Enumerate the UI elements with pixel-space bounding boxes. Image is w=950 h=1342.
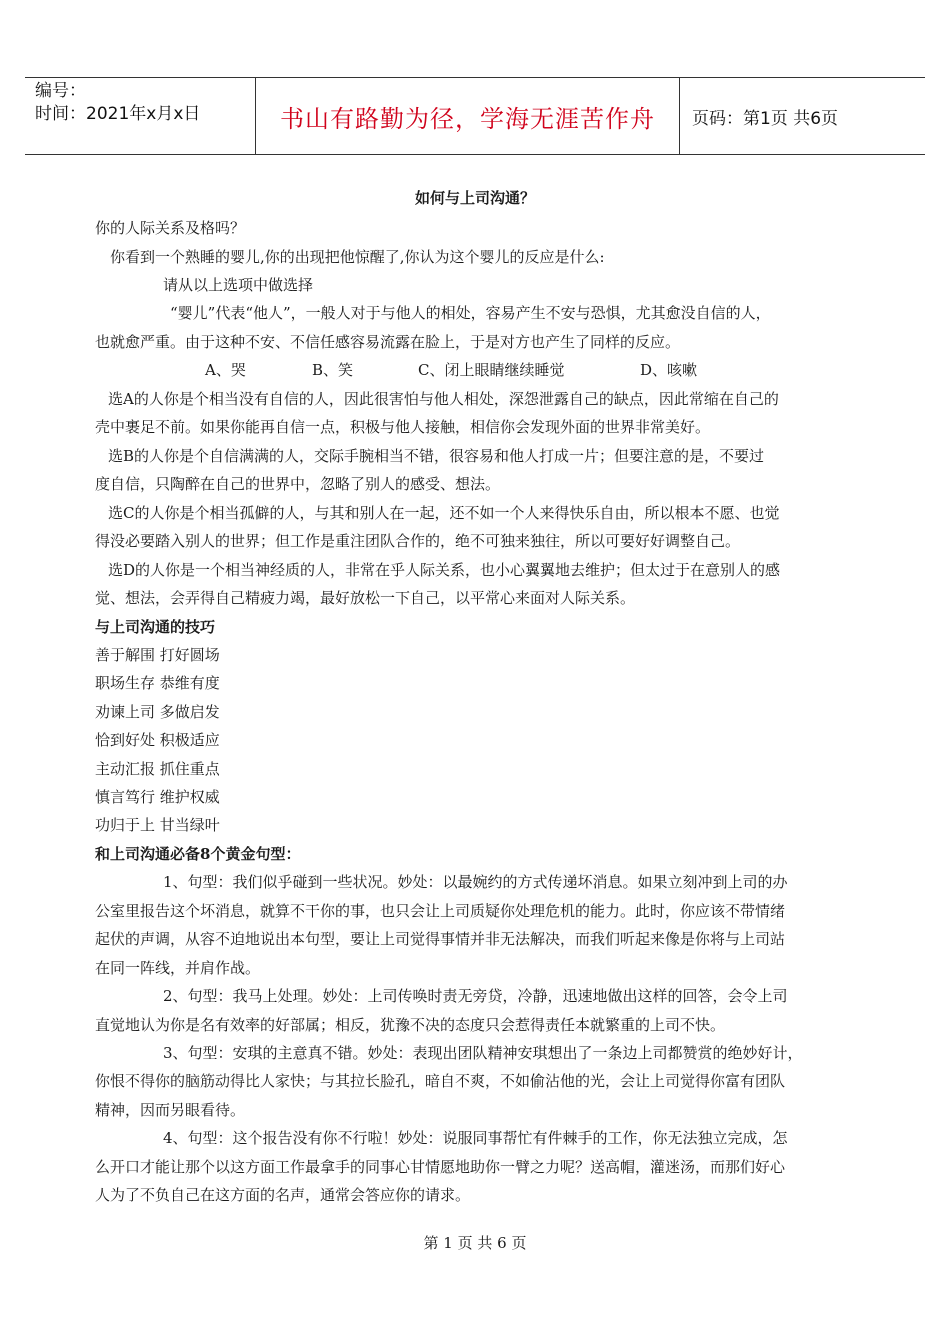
answer-a-line-2: 壳中裹足不前。如果你能再自信一点，积极与他人接触，相信你会发现外面的世界非常美好。 bbox=[95, 418, 711, 436]
p1-line-4: 在同一阵线，并肩作战。 bbox=[95, 959, 261, 977]
page-header bbox=[25, 77, 925, 155]
option-a: A、哭 bbox=[205, 361, 246, 379]
answer-d-line-2: 觉、想法，会弄得自己精疲力竭，最好放松一下自己，以平常心来面对人际关系。 bbox=[95, 589, 636, 607]
option-d: D、咳嗽 bbox=[640, 361, 698, 379]
p2-line-2: 直觉地认为你是名有效率的好部属；相反，犹豫不决的态度只会惹得责任本就繁重的上司不快。 bbox=[95, 1016, 726, 1034]
skill-item: 善于解围 打好圆场 bbox=[95, 646, 220, 664]
p4-line-3: 人为了不负自己在这方面的名声，通常会答应你的请求。 bbox=[95, 1186, 471, 1204]
answer-a-line-1: 选A的人你是个相当没有自信的人，因此很害怕与他人相处，深怨泄露自己的缺点，因此常缩在自己的 bbox=[108, 390, 779, 408]
skill-item: 主动汇报 抓住重点 bbox=[95, 760, 220, 778]
page-footer: 第 1 页 共 6 页 bbox=[423, 1234, 527, 1252]
explain-line-2: 也就愈严重。由于这种不安、不信任感容易流露在脸上，于是对方也产生了同样的反应。 bbox=[95, 333, 681, 351]
answer-d-line-1: 选D的人你是一个相当神经质的人，非常在乎人际关系，也小心翼翼地去维护；但太过于在意别人的感 bbox=[108, 561, 781, 579]
golden-sentences-heading: 和上司沟通必备8个黄金句型： bbox=[95, 845, 301, 863]
skill-item: 恰到好处 积极适应 bbox=[95, 731, 220, 749]
answer-b-line-2: 度自信，只陶醉在自己的世界中，忽略了别人的感受、想法。 bbox=[95, 475, 501, 493]
header-meta bbox=[25, 78, 255, 154]
header-page-info: 页码：第1页 共6页 bbox=[692, 108, 839, 129]
p4-line-1: 4、句型：这个报告没有你不行啦！妙处：说服同事帮忙有件棘手的工作，你无法独立完成，怎 bbox=[163, 1129, 788, 1147]
skill-item: 慎言笃行 维护权威 bbox=[95, 788, 220, 806]
explain-line-1: “婴儿”代表“他人”，一般人对于与他人的相处，容易产生不安与恐惧，尤其愈没自信的人， bbox=[170, 304, 771, 322]
answer-b-line-1: 选B的人你是个自信满满的人，交际手腕相当不错，很容易和他人打成一片；但要注意的是，不要过 bbox=[108, 447, 765, 465]
skill-item: 职场生存 恭维有度 bbox=[95, 674, 220, 692]
p4-line-2: 么开口才能让那个以这方面工作最拿手的同事心甘情愿地助你一臂之力呢？送高帽，灌迷汤，而那们好心 bbox=[95, 1158, 786, 1176]
scenario-text: 你看到一个熟睡的婴儿,你的出现把他惊醒了,你认为这个婴儿的反应是什么: bbox=[110, 248, 605, 266]
document-title: 如何与上司沟通？ bbox=[414, 189, 535, 207]
p2-line-1: 2、句型：我马上处理。妙处：上司传唤时责无旁贷，冷静，迅速地做出这样的回答，会令上司 bbox=[163, 987, 788, 1005]
number-label: 编号： bbox=[35, 81, 86, 101]
p3-line-2: 你恨不得你的脑筋动得比人家快；与其拉长脸孔，暗自不爽，不如偷沾他的光，会让上司觉得你富有团队 bbox=[95, 1072, 786, 1090]
option-b: B、笑 bbox=[312, 361, 354, 379]
skill-item: 劝谏上司 多做启发 bbox=[95, 703, 220, 721]
time-label: 时间：2021年x月x日 bbox=[35, 104, 201, 124]
p3-line-1: 3、句型：安琪的主意真不错。妙处：表现出团队精神安琪想出了一条边上司都赞赏的绝妙好计， bbox=[163, 1044, 803, 1062]
answer-c-line-1: 选C的人你是个相当孤僻的人，与其和别人在一起，还不如一个人来得快乐自由，所以根本不愿、也觉 bbox=[108, 504, 780, 522]
answer-c-line-2: 得没必要踏入别人的世界；但工作是重注团队合作的，绝不可独来独往，所以可要好好调整自己。 bbox=[95, 532, 741, 550]
header-motto-cell bbox=[255, 78, 680, 154]
p1-line-3: 起伏的声调，从容不迫地说出本句型，要让上司觉得事情并非无法解决，而我们听起来像是你将与上司站 bbox=[95, 930, 786, 948]
motto: 书山有路勤为径，学海无涯苦作舟 bbox=[280, 104, 655, 133]
p1-line-1: 1、句型：我们似乎碰到一些状况。妙处：以最婉约的方式传递坏消息。如果立刻冲到上司的办 bbox=[163, 873, 788, 891]
p1-line-2: 公室里报告这个坏消息，就算不干你的事，也只会让上司质疑你处理危机的能力。此时，你应该不带情绪 bbox=[95, 902, 786, 920]
instruction-text: 请从以上选项中做选择 bbox=[163, 276, 314, 294]
p3-line-3: 精神，因而另眼看待。 bbox=[95, 1101, 246, 1119]
skills-heading: 与上司沟通的技巧 bbox=[95, 618, 216, 636]
intro-question: 你的人际关系及格吗？ bbox=[95, 219, 246, 237]
option-c: C、闭上眼睛继续睡觉 bbox=[418, 361, 565, 379]
skill-item: 功归于上 甘当绿叶 bbox=[95, 816, 220, 834]
